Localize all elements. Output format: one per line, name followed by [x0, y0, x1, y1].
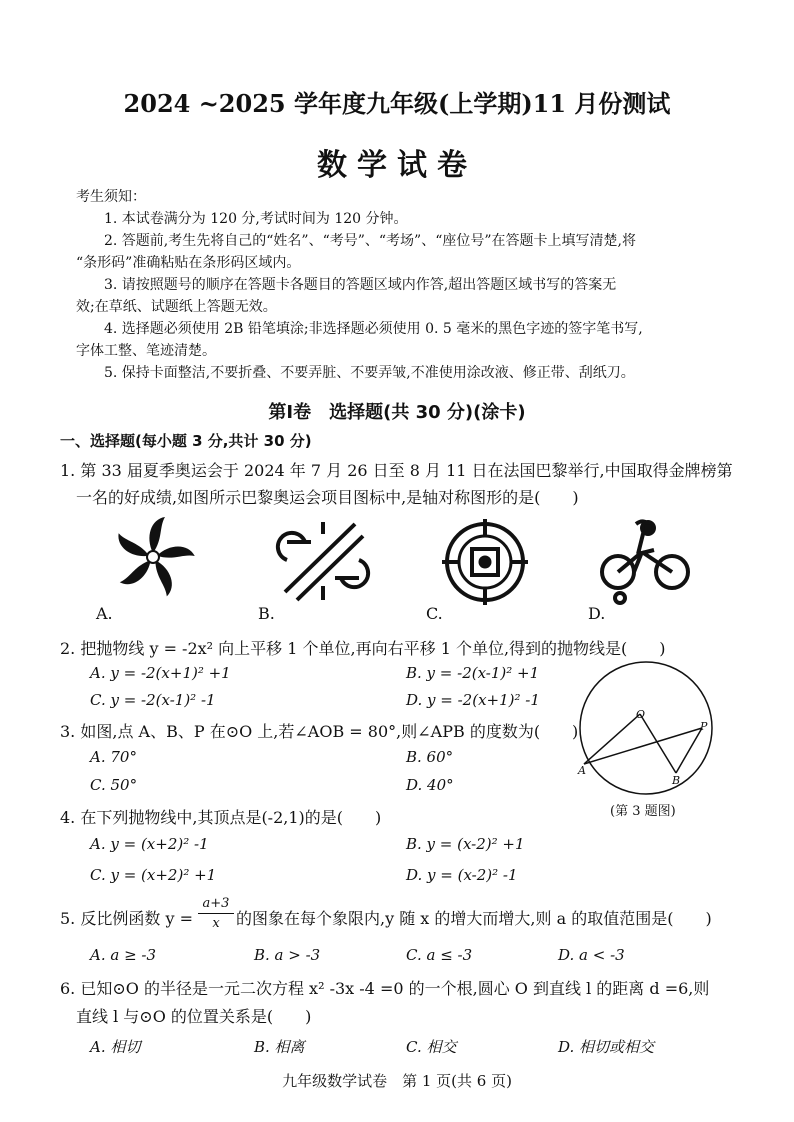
q5-stem-pre: 5. 反比例函数 y = [60, 909, 193, 928]
q5-fraction-bar [198, 913, 234, 914]
q3-point-o: O [636, 708, 646, 721]
q6-stem-line1: 6. 已知⊙O 的半径是一元二次方程 x² -3x -4 =0 的一个根,圆心 O 到直线 l 的距离 d =6,则 [60, 979, 710, 998]
q3-point-a: A [578, 764, 586, 777]
notice-line-6: 4. 选择题必须使用 2B 铅笔填涂;非选择题必须使用 0. 5 毫米的黑色字迹的签字笔书写, [104, 321, 643, 337]
notice-line-1: 1. 本试卷满分为 120 分,考试时间为 120 分钟。 [104, 211, 408, 227]
archery-target-icon [440, 517, 530, 607]
q5-option-c: C. a ≤ -3 [406, 946, 473, 964]
q4-option-a: A. y = (x+2)² -1 [90, 835, 209, 853]
fencing-icon [275, 512, 370, 607]
q3-point-b: B [672, 774, 681, 787]
q1-stem-line1: 1. 第 33 届夏季奥运会于 2024 年 7 月 26 日至 8 月 11 日在法国巴黎举行,中国取得金牌榜第 [60, 461, 733, 480]
notice-line-4: 3. 请按照题号的顺序在答题卡各题目的答题区域内作答,超出答题区域书写的答案无 [104, 277, 617, 293]
section-heading: 一、选择题(每小题 3 分,共计 30 分) [60, 432, 312, 450]
notice-line-3: “条形码”准确粘贴在条形码区域内。 [76, 255, 301, 271]
part-heading: 第Ⅰ卷 选择题(共 30 分)(涂卡) [268, 402, 526, 423]
q1-stem-line2: 一名的好成绩,如图所示巴黎奥运会项目图标中,是轴对称图形的是( ) [76, 488, 579, 507]
q3-point-p: P [700, 720, 708, 733]
q5-option-d: D. a < -3 [558, 946, 625, 964]
q4-stem: 4. 在下列抛物线中,其顶点是(-2,1)的是( ) [60, 808, 382, 827]
notice-line-7: 字体工整、笔迹清楚。 [76, 343, 216, 359]
exam-subtitle: 数学试卷 [317, 148, 477, 183]
q1-label-a: A. [96, 604, 113, 623]
q5-stem-post: 的图象在每个象限内,y 随 x 的增大而增大,则 a 的取值范围是( ) [236, 909, 712, 928]
q4-option-d: D. y = (x-2)² -1 [406, 866, 518, 884]
q2-option-a: A. y = -2(x+1)² +1 [90, 664, 231, 682]
pinwheel-icon [108, 512, 198, 602]
q3-caption: (第 3 题图) [610, 804, 676, 819]
q6-stem-line2: 直线 l 与⊙O 的位置关系是( ) [76, 1007, 312, 1026]
page-footer: 九年级数学试卷 第 1 页(共 6 页) [282, 1072, 512, 1090]
q5-fraction-denominator: x [212, 916, 220, 931]
notice-line-2: 2. 答题前,考生先将自己的“姓名”、“考号”、“考场”、“座位号”在答题卡上填写清楚,将 [104, 233, 636, 249]
q5-option-a: A. a ≥ -3 [90, 946, 157, 964]
notice-line-8: 5. 保持卡面整洁,不要折叠、不要弄脏、不要弄皱,不准使用涂改液、修正带、刮纸刀。 [104, 365, 635, 381]
q6-option-c: C. 相交 [406, 1038, 457, 1056]
cycling-icon [598, 512, 693, 607]
q2-stem: 2. 把抛物线 y = -2x² 向上平移 1 个单位,再向右平移 1 个单位,得到的抛物线是( ) [60, 639, 666, 658]
exam-title: 2024 ~2025 学年度九年级(上学期)11 月份测试 [123, 89, 671, 118]
q5-option-b: B. a > -3 [254, 946, 321, 964]
q2-option-b: B. y = -2(x-1)² +1 [406, 664, 540, 682]
q3-option-c: C. 50° [90, 776, 138, 794]
q6-option-d: D. 相切或相交 [558, 1038, 655, 1056]
q5-fraction-numerator: a+3 [202, 896, 230, 911]
q3-option-a: A. 70° [90, 748, 137, 766]
q3-option-d: D. 40° [406, 776, 454, 794]
notice-line-5: 效;在草纸、试题纸上答题无效。 [76, 299, 277, 315]
q3-option-b: B. 60° [406, 748, 454, 766]
q6-option-b: B. 相离 [254, 1038, 305, 1056]
q1-label-d: D. [588, 604, 606, 623]
q4-option-c: C. y = (x+2)² +1 [90, 866, 217, 884]
q6-option-a: A. 相切 [90, 1038, 141, 1056]
q1-label-c: C. [426, 604, 443, 623]
q2-option-c: C. y = -2(x-1)² -1 [90, 691, 216, 709]
q4-option-b: B. y = (x-2)² +1 [406, 835, 525, 853]
q2-option-d: D. y = -2(x+1)² -1 [406, 691, 540, 709]
q1-label-b: B. [258, 604, 275, 623]
notice-heading: 考生须知： [76, 189, 146, 205]
q3-stem: 3. 如图,点 A、B、P 在⊙O 上,若∠AOB = 80°,则∠APB 的度数为( ) [60, 722, 579, 741]
